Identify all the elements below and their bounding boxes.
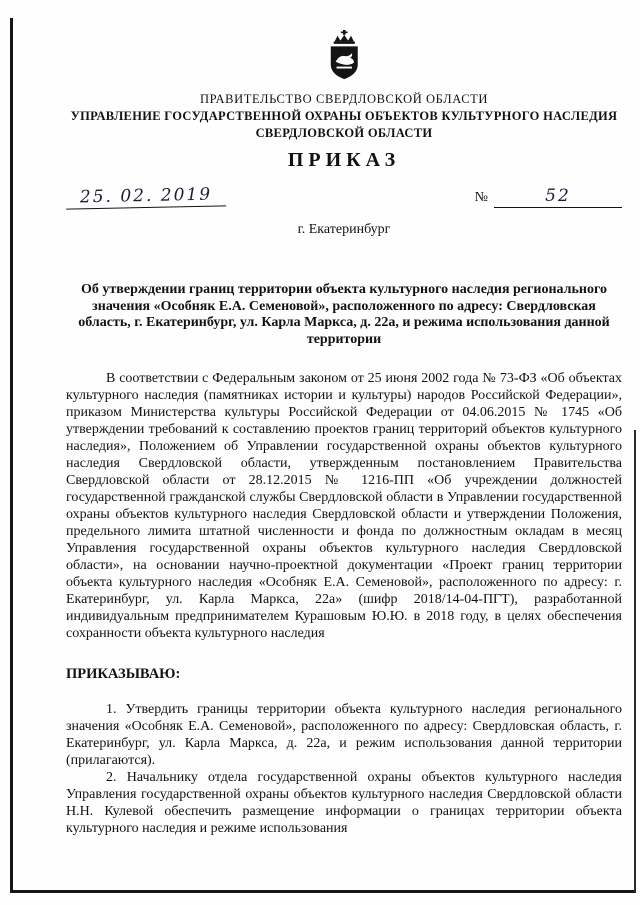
government-name: ПРАВИТЕЛЬСТВО СВЕРДЛОВСКОЙ ОБЛАСТИ bbox=[199, 92, 489, 106]
handwritten-date: 25. 02. 2019 bbox=[66, 184, 226, 209]
number-label: № bbox=[474, 190, 488, 205]
document-content bbox=[66, 0, 622, 837]
scan-edge-line-left bbox=[10, 18, 13, 893]
city-line: г. Екатеринбург bbox=[297, 222, 391, 237]
preamble-paragraph: В соответствии с Федеральным законом от 25 июня 2002 года № 73-ФЗ «Об объектах культурного наследия (памятниках истории и культуры) народов Российской Федерации», приказом Министерства культуры Российской Федерации от 04.06.2015 № 1745 «Об утверждении требований к составлению проектов границ территорий объектов культурного наследия», Положением об Управлении государственной охраны объектов культурного наследия Свердловской области, утвержденным постановлением Правительства Свердловской области от 28.12.2015 № 1216-ПП «Об учреждении должностей государственной гражданской службы Свердловской области в Управлении государственной охраны объектов культурного наследия Свердловской области и утверждении Положения, предельного лимита штатной численности и фонда по должностным окладам в месяц Управления государственной охраны объектов культурного наследия Свердловской области», на основании научно-проектной документации «Проект границ территории объекта культурного наследия «Особняк Е.А. Семеновой», расположенного по адресу: г. Екатеринбург, ул. Карла Маркса, 22а» (шифр 2018/14-04-ПГТ), разработанной индивидуальным предпринимателем Курашовым Ю.Ю. в 2018 году, в целях обеспечения сохранности объекта культурного наследия bbox=[66, 371, 622, 641]
date-number-row bbox=[66, 186, 622, 208]
handwritten-number: 52 bbox=[494, 186, 622, 208]
document-title: Об утверждении границ территории объекта культурного наследия регионального значения «Особняк Е.А. Семеновой», расположенного по адресу: Свердловская область, г. Екатеринбург, ул. Карла Маркса, д. 22а, и режима использования данной территории bbox=[78, 282, 610, 347]
order-item-2: 2. Начальнику отдела государственной охраны объектов культурного наследия Управления государственной охраны объектов культурного наследия Свердловской области Н.Н. Кулевой обеспечить размещение информации о границах территории объекта культурного наследия и режиме использования bbox=[66, 770, 622, 836]
department-name-line1: УПРАВЛЕНИЕ ГОСУДАРСТВЕННОЙ ОХРАНЫ ОБЪЕКТОВ КУЛЬТУРНОГО НАСЛЕДИЯ bbox=[70, 109, 618, 123]
coat-of-arms-icon bbox=[66, 30, 622, 84]
document-number-group bbox=[475, 186, 622, 208]
order-keyword: ПРИКАЗЫВАЮ: bbox=[66, 666, 181, 682]
department-name-line2: СВЕРДЛОВСКОЙ ОБЛАСТИ bbox=[255, 126, 433, 140]
scan-edge-line-bottom bbox=[10, 890, 634, 893]
scan-edge-line-right bbox=[634, 430, 636, 893]
document-type-heading: ПРИКАЗ bbox=[287, 149, 401, 171]
order-item-1: 1. Утвердить границы территории объекта культурного наследия регионального значения «Особняк Е.А. Семеновой», расположенного по адресу: Свердловская область, г. Екатеринбург, ул. Карла Маркса, д. 22а, и режим использования данной территории (прилагаются). bbox=[66, 702, 622, 768]
